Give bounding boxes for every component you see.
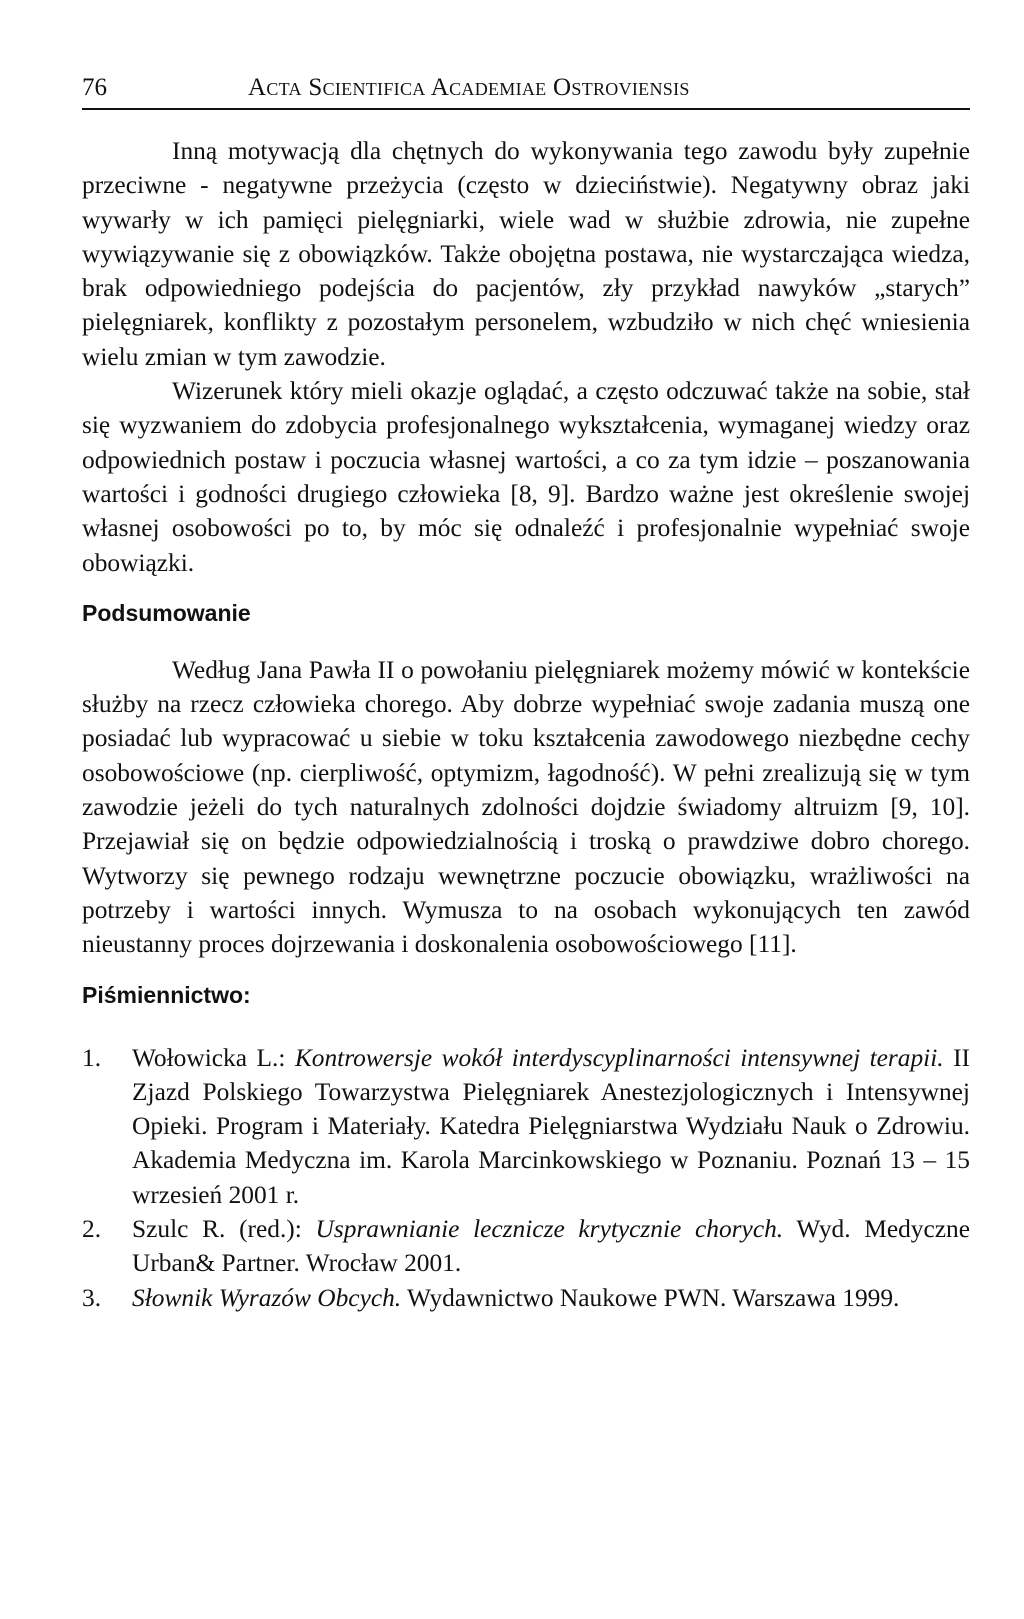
reference-details: Wyd. Medyczne Urban& Partner. Wrocław 2001. xyxy=(132,1215,970,1278)
reference-item xyxy=(82,1212,970,1281)
body-paragraph-2: Wizerunek który mieli okazje oglądać, a często odczuwać także na sobie, stał się wyzwaniem do zdobycia profesjonalnego wykształcenia, wymaganej wiedzy oraz odpowiednich postaw i poczucia własnej wartości, a co za tym idzie – poszanowania wartości i godności drugiego człowieka [8, 9]. Bardzo ważne jest określenie swojej własnej osobowości po to, by móc się odnaleźć i profesjonalnie wypełniać swoje obowiązki. xyxy=(82,377,970,577)
running-head: Acta Scientifica Academiae Ostroviensis xyxy=(248,74,690,101)
body-paragraph-1: Inną motywacją dla chętnych do wykonywania tego zawodu były zupełnie przeciwne - negatywne przeżycia (często w dzieciństwie). Negatywny obraz jaki wywarły w ich pamięci pielęgniarki, wiele wad w służbie zdrowia, nie zupełne wywiązywanie się z obowiązków. Także obojętna postawa, nie wystarczająca wiedza, brak odpowiedniego podejścia do pacjentów, zły przykład nawyków „starych” pielęgniarek, konflikty z pozostałym personelem, wzbudziło w nich chęć wniesienia wielu zmian w tym zawodzie. xyxy=(82,137,970,371)
document-page xyxy=(82,74,970,1315)
reference-title: Kontrowersje wokół interdyscyplinarności intensywnej terapii. xyxy=(294,1043,944,1072)
reference-title: Usprawnianie lecznicze krytycznie chorych. xyxy=(315,1215,784,1244)
page-number: 76 xyxy=(82,74,107,101)
reference-number: 3. xyxy=(82,1283,102,1312)
reference-details: Wydawnictwo Naukowe PWN. Warszawa 1999. xyxy=(401,1283,900,1312)
reference-number: 1. xyxy=(82,1043,102,1072)
references-list xyxy=(82,1041,970,1315)
reference-number: 2. xyxy=(82,1215,102,1244)
reference-item xyxy=(82,1281,970,1315)
page-header xyxy=(82,74,970,110)
reference-author: Szulc R. (red.): xyxy=(132,1215,316,1244)
summary-paragraph: Według Jana Pawła II o powołaniu pielęgniarek możemy mówić w kontekście służby na rzecz człowieka chorego. Aby dobrze wypełniać swoje zadania muszą one posiadać lub wypracować u siebie w toku kształcenia zawodowego niezbędne cechy osobowościowe (np. cierpliwość, optymizm, łagodność). W pełni zrealizują się w tym zawodzie jeżeli do tych naturalnych zdolności dojdzie świadomy altruizm [9, 10]. Przejawiał się on będzie odpowiedzialnością i troską o prawdziwe dobro chorego. Wytworzy się pewnego rodzaju wewnętrzne poczucie obowiązku, wrażliwości na potrzeby i wartości innych. Wymusza to na osobach wykonujących ten zawód nieustanny proces dojrzewania i doskonalenia osobowościowego [11]. xyxy=(82,655,970,959)
reference-details: II Zjazd Polskiego Towarzystwa Pielęgniarek Anestezjologicznych i Intensywnej Opieki. Program i Materiały. Katedra Pielęgniarstwa Wydziału Nauk o Zdrowiu. Akademia Medyczna im. Karola Marcinkowskiego w Poznaniu. Poznań 13 – 15 wrzesień 2001 r. xyxy=(132,1043,971,1209)
summary-heading: Podsumowanie xyxy=(82,599,251,626)
reference-item xyxy=(82,1041,970,1212)
references-heading: Piśmiennictwo: xyxy=(82,981,251,1008)
reference-title: Słownik Wyrazów Obcych. xyxy=(132,1283,402,1312)
reference-author: Wołowicka L.: xyxy=(132,1043,295,1072)
